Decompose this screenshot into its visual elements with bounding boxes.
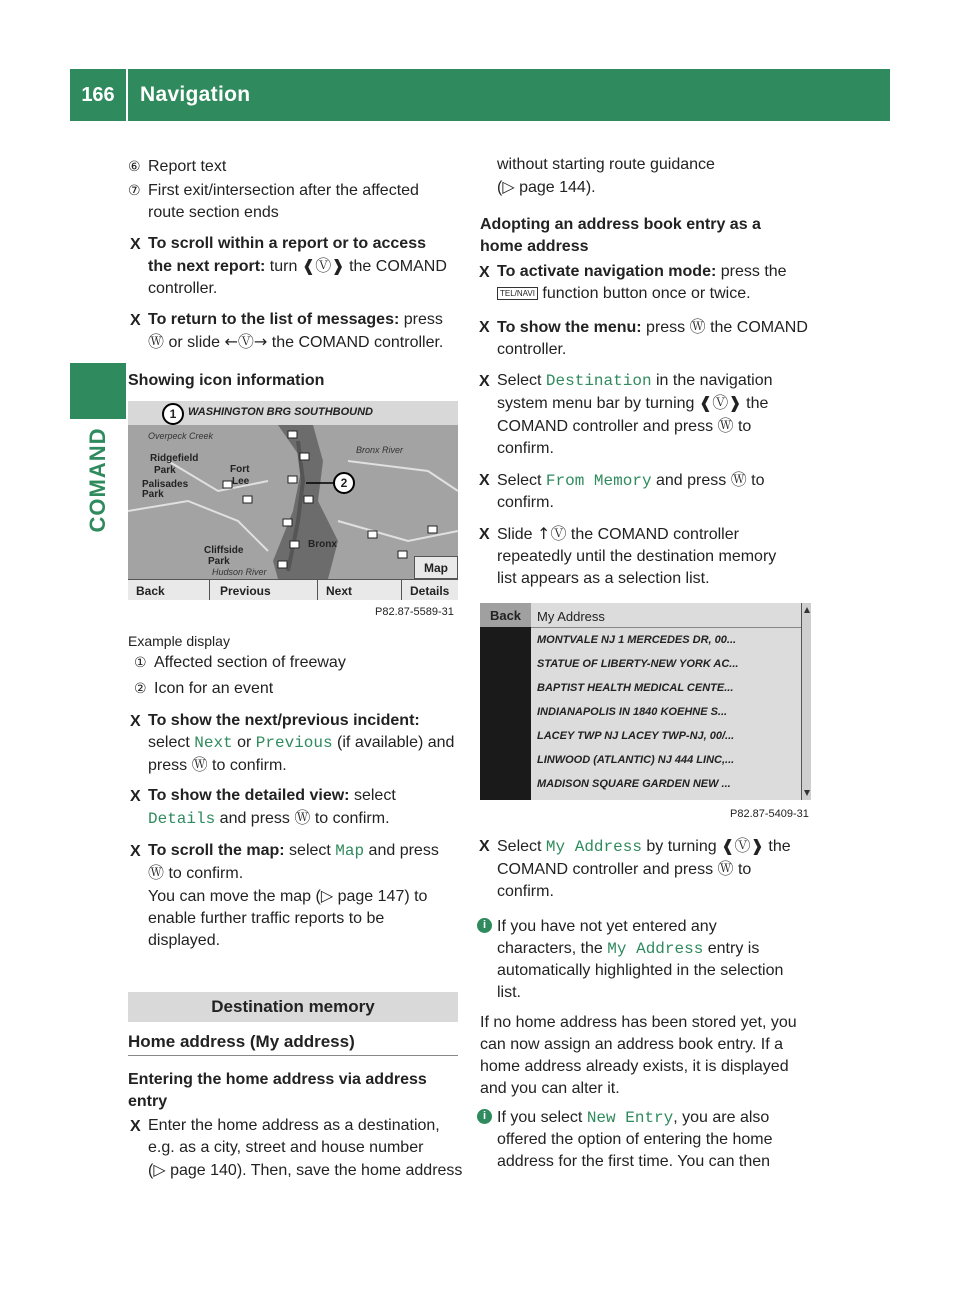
- legend-text-7b: route section ends: [148, 204, 279, 221]
- controller-press-icon: Ⓦ: [689, 317, 706, 336]
- step-x-icon: X: [479, 472, 490, 489]
- step-text4: confirm.: [497, 494, 554, 511]
- legend-item-2: [134, 678, 464, 700]
- info-note-2: [482, 1107, 817, 1173]
- step-x-icon: X: [130, 312, 141, 329]
- step-return-list: [130, 309, 468, 354]
- step-text3: controller.: [148, 280, 218, 297]
- step-text2: the COMAND controller: [566, 526, 739, 543]
- code-previous: Previous: [255, 734, 333, 752]
- map-label-bronx: Bronx: [308, 539, 337, 550]
- legend-text-2: Icon for an event: [154, 680, 274, 697]
- step-text3: to: [746, 472, 765, 489]
- step-text: select: [349, 787, 396, 804]
- step-text2: e.g. as a city, street and house number: [148, 1139, 424, 1156]
- step-text5: to: [733, 861, 752, 878]
- step-select-memory: [479, 469, 817, 514]
- list-header-my-address[interactable]: My Address: [537, 608, 605, 624]
- page-number: 166: [81, 83, 115, 106]
- map-label-fort: Fort: [230, 464, 250, 475]
- step-text: turn: [265, 258, 302, 275]
- info-text: If you have not yet entered any: [497, 918, 717, 935]
- code-from-memory: From Memory: [545, 472, 652, 490]
- page-ref-icon: ▷: [153, 1160, 166, 1179]
- info-text3: offered the option of entering the home: [497, 1131, 773, 1148]
- step-x-icon: X: [479, 373, 490, 390]
- step-text4: the: [741, 395, 769, 412]
- step-text7: confirm.: [497, 440, 554, 457]
- step-text: Select: [497, 472, 546, 489]
- step-bold2: the next report:: [148, 258, 266, 275]
- scroll-up-icon: [804, 607, 810, 613]
- traffic-map-screenshot: [128, 401, 458, 600]
- step-text3: repeatedly until the destination memory: [497, 548, 777, 565]
- map-label-cliffside: Cliffside: [204, 545, 244, 556]
- continued-text: [497, 154, 817, 199]
- step-text2: in the navigation: [651, 372, 773, 389]
- step-text3: to confirm.: [164, 865, 244, 882]
- code-my-address: My Address: [607, 940, 704, 958]
- marker-7: ⑦: [128, 183, 141, 199]
- controller-press-icon: Ⓦ: [730, 470, 747, 489]
- info-text2: , you are also: [673, 1109, 770, 1126]
- controller-press-icon: Ⓦ: [148, 863, 165, 882]
- step-text2: or: [232, 734, 256, 751]
- step-text4: list appears as a selection list.: [497, 570, 710, 587]
- tel-navi-button-icon: TEL/NAVI: [497, 287, 538, 300]
- code-my-address: My Address: [545, 838, 642, 856]
- home-address-paragraph: [480, 1012, 820, 1100]
- icon-info-heading: Showing icon information: [128, 372, 325, 389]
- info-text: If you select: [497, 1109, 587, 1126]
- step-text7: displayed.: [148, 932, 221, 949]
- map-label-overpeck: Overpeck Creek: [148, 431, 214, 441]
- sidebar-tab-block: [70, 363, 126, 419]
- map-road-title: WASHINGTON BRG SOUTHBOUND: [188, 406, 373, 418]
- figure-code: P82.87-5589-31: [375, 606, 454, 618]
- step-text: press the: [716, 263, 787, 280]
- step-text3: the COMAND controller.: [267, 334, 444, 351]
- continued-line2a: (: [497, 179, 503, 196]
- continued-line1: without starting route guidance: [497, 156, 715, 173]
- adopt-heading: [480, 214, 810, 258]
- step-bold: To show the next/previous incident:: [148, 712, 420, 729]
- list-item[interactable]: INDIANAPOLIS IN 1840 KOEHNE S...: [537, 706, 728, 718]
- step-text4: COMAND controller and press: [497, 861, 718, 878]
- code-new-entry: New Entry: [586, 1109, 674, 1127]
- step-text2: and press: [215, 810, 295, 827]
- info-text2: characters, the: [497, 940, 608, 957]
- header-divider: [126, 69, 128, 121]
- step-text4: page 140). Then, save the home address: [165, 1162, 463, 1179]
- figure-caption: Example display: [128, 633, 230, 649]
- step-text5: COMAND controller and press: [497, 418, 718, 435]
- code-destination: Destination: [545, 372, 652, 390]
- step-text2: the COMAND: [344, 258, 447, 275]
- controller-press-icon: Ⓦ: [191, 755, 208, 774]
- step-slide: [479, 523, 817, 590]
- map-label-ridgefield: Ridgefield: [150, 453, 199, 464]
- map-previous-button[interactable]: Previous: [210, 580, 318, 600]
- step-bold: To return to the list of messages:: [148, 311, 400, 328]
- continued-line2b: page 144).: [514, 179, 596, 196]
- step-text3: (: [148, 1162, 154, 1179]
- list-item[interactable]: LACEY TWP NJ LACEY TWP-NJ, 00/...: [537, 730, 735, 742]
- list-item[interactable]: MADISON SQUARE GARDEN NEW ...: [537, 778, 731, 790]
- destination-memory-list-screenshot: [480, 603, 811, 800]
- map-label-hudson: Hudson River: [212, 567, 267, 577]
- adopt-heading-line1: Adopting an address book entry as a: [480, 216, 761, 233]
- step-text2: and press: [651, 472, 731, 489]
- legend-text-7a: First exit/intersection after the affected: [148, 182, 419, 199]
- list-item[interactable]: LINWOOD (ATLANTIC) NJ 444 LINC,...: [537, 754, 735, 766]
- map-label-park2: Park: [142, 489, 164, 500]
- info-text4: address for the first time. You can then: [497, 1153, 771, 1170]
- map-details-button[interactable]: Details: [410, 583, 450, 598]
- step-enter-home: [130, 1115, 468, 1182]
- controller-press-icon: Ⓦ: [294, 808, 311, 827]
- para-line: home address already exists, it is displayed: [480, 1058, 789, 1075]
- code-next: Next: [194, 734, 233, 752]
- step-x-icon: X: [479, 264, 490, 281]
- step-bold: To activate navigation mode:: [497, 263, 717, 280]
- step-text3: to confirm.: [310, 810, 390, 827]
- entering-heading-line1: Entering the home address via address: [128, 1071, 427, 1088]
- legend-text-6: Report text: [148, 158, 227, 175]
- map-next-button[interactable]: Next: [318, 580, 402, 600]
- step-detailed: [130, 785, 468, 830]
- step-text: press: [641, 319, 690, 336]
- legend-text-1: Affected section of freeway: [154, 654, 346, 671]
- controller-press-icon: Ⓦ: [148, 332, 165, 351]
- step-text6: enable further traffic reports to be: [148, 910, 385, 927]
- step-x-icon: X: [130, 713, 141, 730]
- list-item[interactable]: MONTVALE NJ 1 MERCEDES DR, 00...: [537, 634, 737, 646]
- step-text: select: [284, 842, 336, 859]
- step-text: Select: [497, 838, 546, 855]
- step-bold: To scroll the map:: [148, 842, 285, 859]
- step-bold: To show the detailed view:: [148, 787, 350, 804]
- list-item[interactable]: BAPTIST HEALTH MEDICAL CENTE...: [537, 682, 734, 694]
- step-x-icon: X: [479, 319, 490, 336]
- step-bold: To show the menu:: [497, 319, 642, 336]
- heading-rule: [128, 1055, 458, 1056]
- step-text5: to confirm.: [207, 757, 287, 774]
- step-text4: press: [148, 757, 192, 774]
- marker-1: ①: [134, 655, 147, 671]
- map-softkey-bar: [128, 579, 458, 600]
- map-back-button[interactable]: Back: [128, 580, 210, 600]
- step-show-menu: [479, 316, 817, 361]
- sidebar-label: [70, 425, 126, 535]
- step-text6: confirm.: [497, 883, 554, 900]
- info-icon: i: [477, 1109, 492, 1124]
- code-details: Details: [148, 810, 216, 828]
- controller-turn-icon: ❰Ⓥ❱: [698, 393, 742, 412]
- para-line: and you can alter it.: [480, 1080, 620, 1097]
- step-x-icon: X: [130, 236, 141, 253]
- controller-slide-icon: ←Ⓥ→: [224, 332, 268, 351]
- controller-turn-icon: ❰Ⓥ❱: [301, 256, 345, 275]
- marker-2: ②: [134, 681, 147, 697]
- step-next-prev: [130, 710, 468, 777]
- step-text2: or slide: [164, 334, 225, 351]
- step-text5: page 147) to: [333, 888, 428, 905]
- controller-press-icon: Ⓦ: [717, 416, 734, 435]
- left-column: [128, 156, 468, 224]
- list-item[interactable]: STATUE OF LIBERTY-NEW YORK AC...: [537, 658, 739, 670]
- step-text2: the COMAND: [705, 319, 808, 336]
- list-scrollbar[interactable]: [801, 603, 811, 800]
- step-text2: function button once or twice.: [537, 285, 751, 302]
- page-title: Navigation: [140, 83, 251, 106]
- step-text6: to: [733, 418, 752, 435]
- legend-item-1: [134, 652, 464, 674]
- entering-heading: [128, 1069, 458, 1113]
- step-text2: and press: [364, 842, 439, 859]
- legend-item-6: [128, 156, 468, 178]
- info-note-1: [482, 916, 817, 1004]
- step-x-icon: X: [479, 526, 490, 543]
- legend-item-7: [128, 180, 468, 224]
- step-text: select: [148, 734, 195, 751]
- section-heading-destination-memory: Destination memory: [128, 992, 458, 1022]
- callout-1: 1: [162, 403, 184, 425]
- step-text: press: [399, 311, 443, 328]
- callout-2: 2: [333, 472, 355, 494]
- list-rows: [531, 603, 801, 800]
- para-line: If no home address has been stored yet, you: [480, 1014, 797, 1031]
- step-x-icon: X: [479, 838, 490, 855]
- controller-slide-up-icon: ↑Ⓥ: [537, 524, 567, 543]
- step-activate-nav: [479, 261, 817, 305]
- step-scroll-report: [130, 233, 468, 300]
- info-icon: i: [477, 918, 492, 933]
- controller-press-icon: Ⓦ: [717, 859, 734, 878]
- info-text4: automatically highlighted in the selection: [497, 962, 784, 979]
- info-text3: entry is: [703, 940, 760, 957]
- step-text3: (if available) and: [332, 734, 455, 751]
- step-text2: by turning: [641, 838, 722, 855]
- step-select-destination: [479, 370, 817, 460]
- step-bold: To scroll within a report or to access: [148, 235, 426, 252]
- step-text: Slide: [497, 526, 538, 543]
- map-label-park3: Park: [208, 556, 230, 567]
- page-ref-icon: ▷: [320, 886, 334, 905]
- map-label-park: Park: [154, 465, 176, 476]
- list-back-button[interactable]: Back: [480, 603, 531, 627]
- step-text3: system menu bar by turning: [497, 395, 699, 412]
- scroll-down-icon: [804, 790, 810, 796]
- marker-6: ⑥: [128, 159, 141, 175]
- para-line: can now assign an address book entry. If a: [480, 1036, 783, 1053]
- step-text: Select: [497, 372, 546, 389]
- step-x-icon: X: [130, 1118, 141, 1135]
- step-x-icon: X: [130, 843, 141, 860]
- controller-turn-icon: ❰Ⓥ❱: [721, 836, 764, 855]
- step-scroll-map: [130, 840, 468, 952]
- map-label-lee: Lee: [232, 476, 250, 487]
- map-label-bronx-river: Bronx River: [356, 445, 404, 455]
- entering-heading-line2: entry: [128, 1093, 168, 1110]
- figure-code-2: P82.87-5409-31: [730, 808, 809, 820]
- code-map: Map: [335, 842, 365, 860]
- list-left-panel: [480, 603, 531, 800]
- step-text4: You can move the map (: [148, 888, 321, 905]
- step-text3: controller.: [497, 341, 567, 358]
- adopt-heading-line2: home address: [480, 238, 589, 255]
- page-ref-icon: ▷: [502, 177, 515, 196]
- step-text3: the: [763, 838, 791, 855]
- home-address-heading: Home address (My address): [128, 1032, 355, 1051]
- step-text: Enter the home address as a destination,: [148, 1117, 440, 1134]
- info-text5: list.: [497, 984, 521, 1001]
- sidebar-label-text: COMAND: [85, 427, 110, 533]
- step-select-my-address: [479, 835, 817, 903]
- map-button[interactable]: Map: [414, 556, 458, 579]
- map-label-palisades: Palisades: [142, 479, 189, 490]
- step-x-icon: X: [130, 788, 141, 805]
